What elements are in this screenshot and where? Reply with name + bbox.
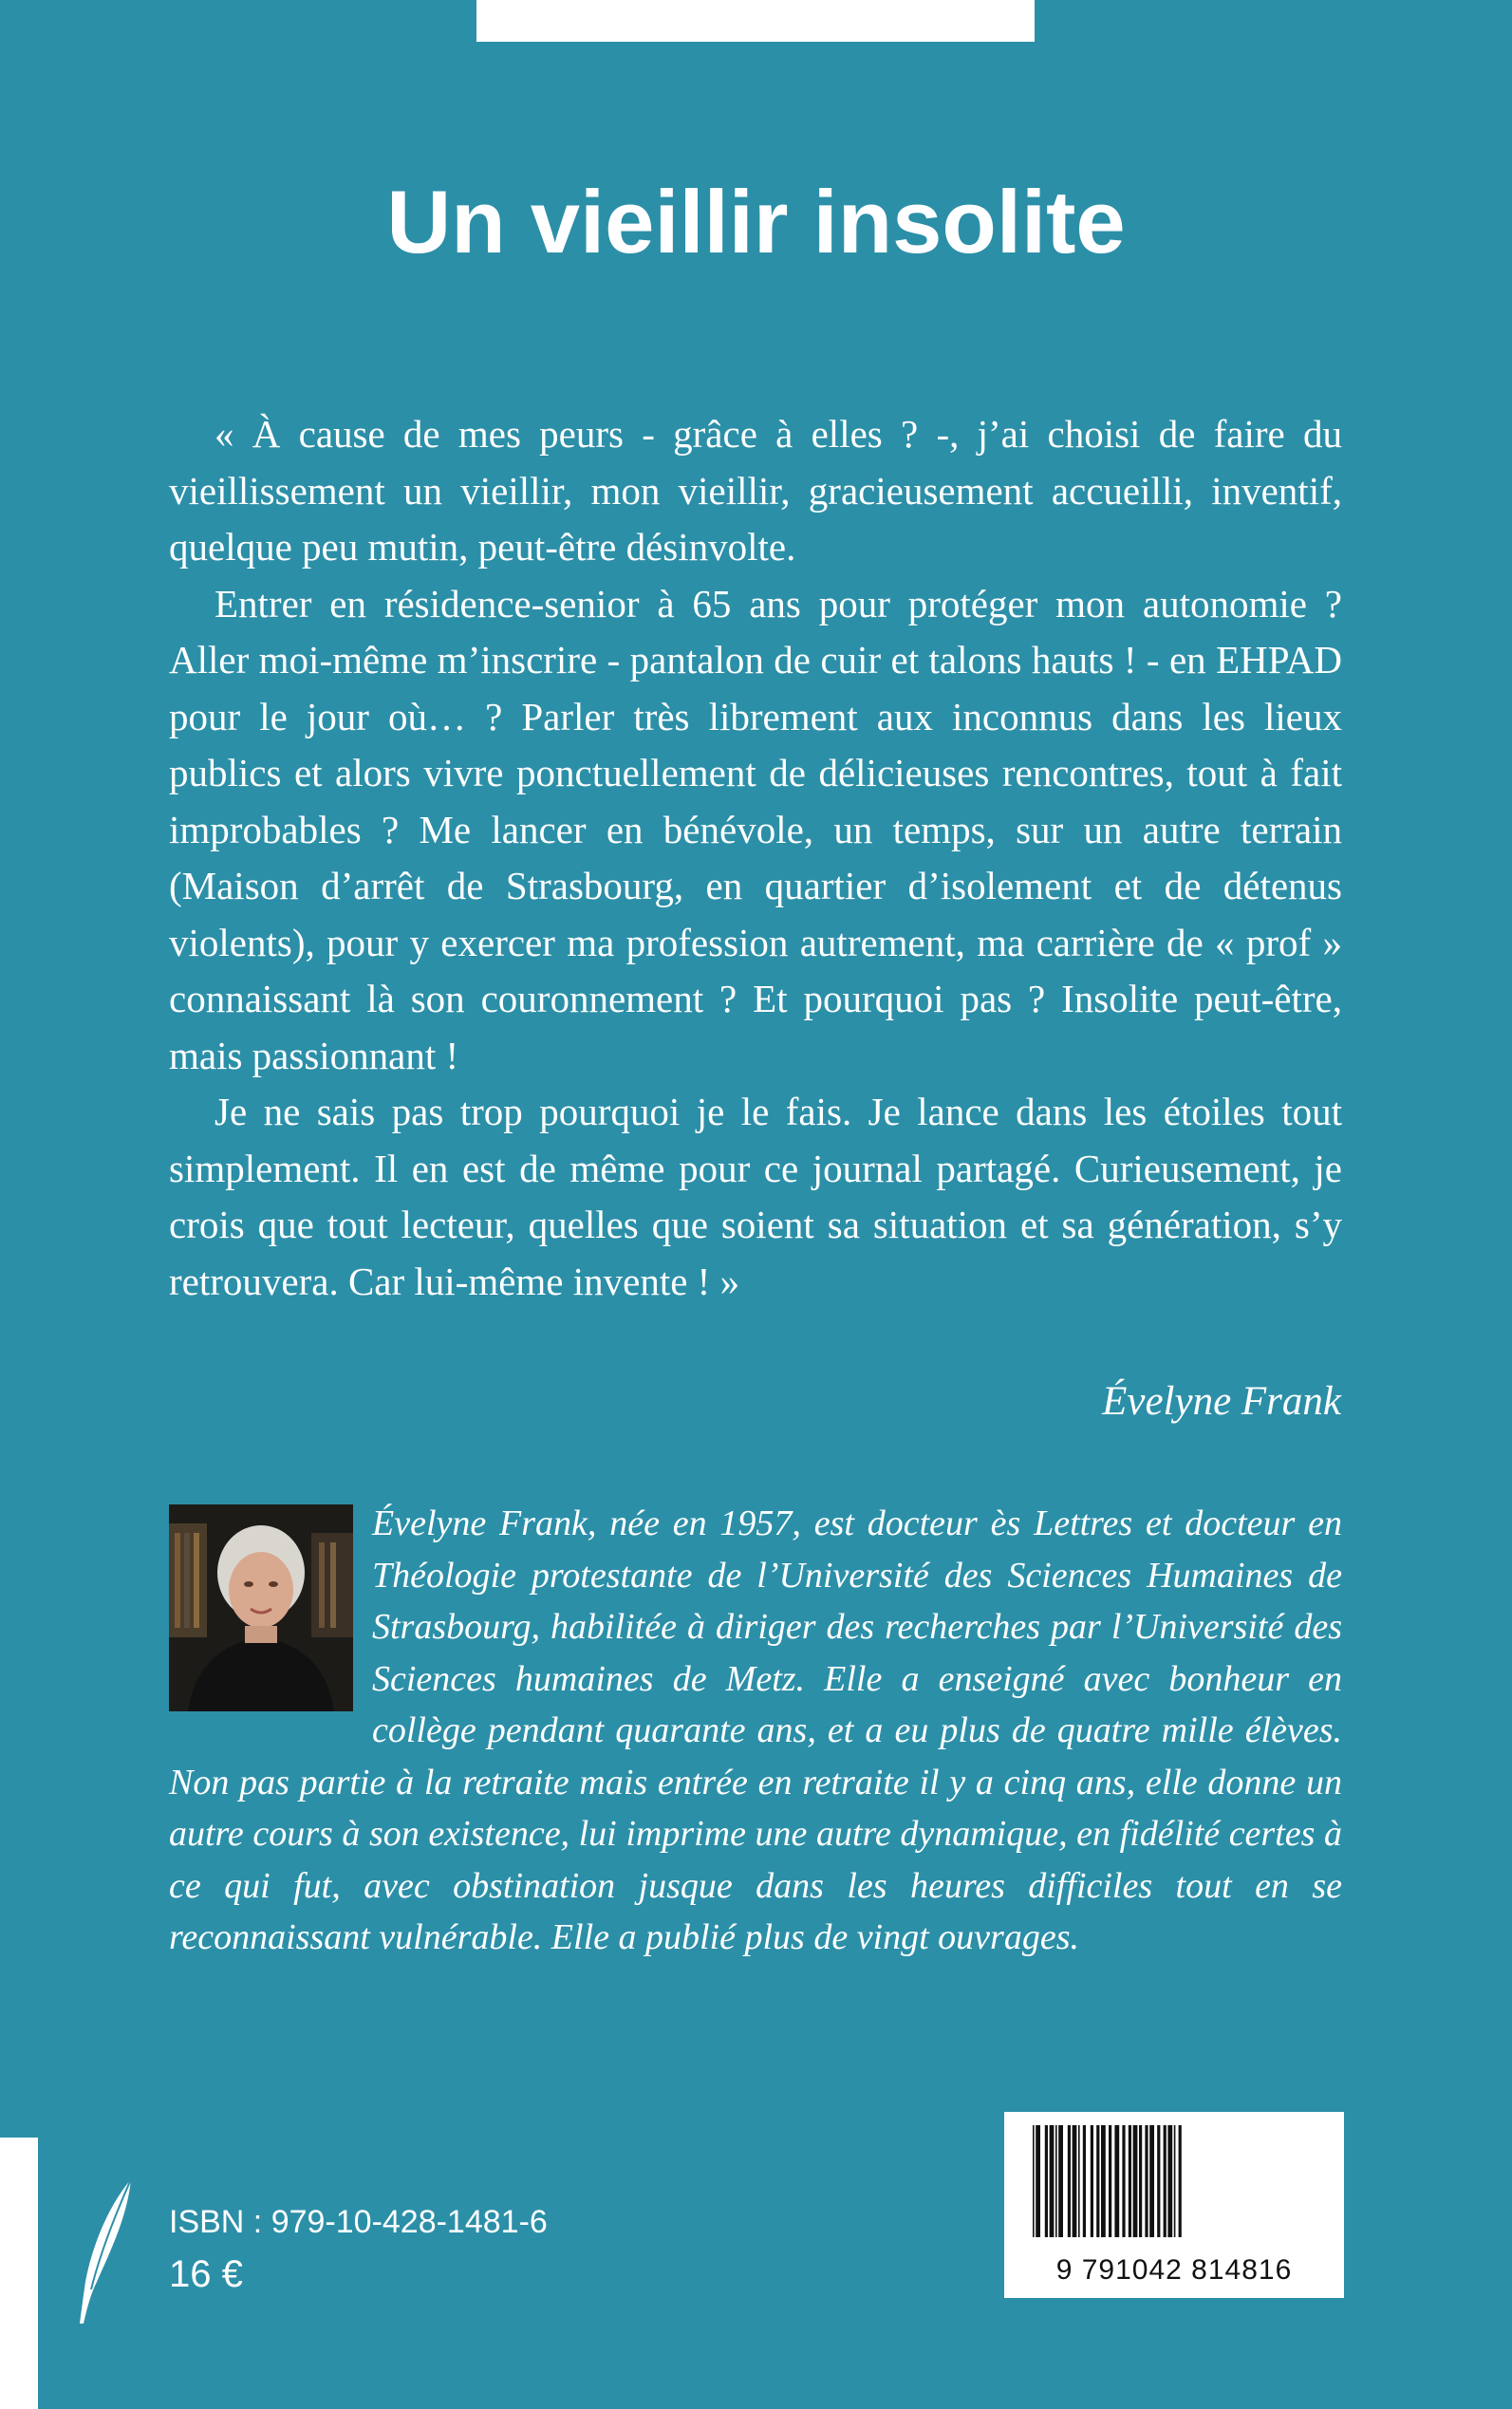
blurb-signature: Évelyne Frank	[1102, 1379, 1341, 1424]
book-title: Un vieillir insolite	[386, 172, 1126, 271]
blurb-paragraph: « À cause de mes peurs - grâce à elles ? -, j’ai choisi de faire du vieillissement un vieillir, mon vieillir, gracieusement accueilli, inventif, quelque peu mutin, peut-être désinvolte.	[169, 412, 1342, 569]
quill-feather-icon	[72, 2176, 139, 2327]
author-bio-text: Évelyne Frank, née en 1957, est docteur ès Lettres et docteur en Théologie protestante de l’Université des Sciences Humaines de Strasbourg, habilitée à diriger des recherches par l’Université des Sciences humaines de Metz. Elle a enseigné avec bonheur en collège pendant quarante ans, et a eu plus de quatre mille élèves. Non pas partie à la retraite mais entrée en retraite il y a cinq ans, elle donne un autre cours à son existence, lui imprime une autre dynamique, en fidélité certes à ce qui fut, avec obstination jusque dans les heures difficiles tout en se reconnaissant vulnérable. Elle a publié plus de vingt ouvrages.	[169, 1503, 1342, 1957]
price-label: 16 €	[169, 2253, 243, 2295]
blurb-paragraph: Je ne sais pas trop pourquoi je le fais. Je lance dans les étoiles tout simplement. Il en est de même pour ce journal partagé. Curieusement, je crois que tout lecteur, quelles que soient sa situation et sa génération, s’y retrouvera. Car lui-même invente ! »	[169, 1090, 1342, 1303]
isbn-label: ISBN : 979-10-428-1481-6	[169, 2204, 548, 2240]
left-white-strip	[0, 2138, 38, 2409]
blurb-paragraph: Entrer en résidence-senior à 65 ans pour protéger mon autonomie ? Aller moi-même m’inscrire - pantalon de cuir et talons hauts ! - en EHPAD pour le jour où… ? Parler très librement aux inconnus dans les lieux publics et alors vivre ponctuellement de délicieuses rencontres, tout à fait improbables ? Me lancer en bénévole, un temps, sur un autre terrain (Maison d’arrêt de Strasbourg, en quartier d’isolement et de détenus violents), pour y exercer ma profession autrement, ma carrière de « prof » connaissant là son couronnement ? Et pourquoi pas ? Insolite peut-être, mais passionnant !	[169, 581, 1342, 1077]
barcode-digits: 9 791042 814816	[1055, 2254, 1293, 2286]
author-photo	[169, 1504, 353, 1711]
barcode	[1004, 2112, 1344, 2298]
back-cover-blurb	[169, 406, 1342, 1310]
top-white-tab	[476, 0, 1035, 42]
